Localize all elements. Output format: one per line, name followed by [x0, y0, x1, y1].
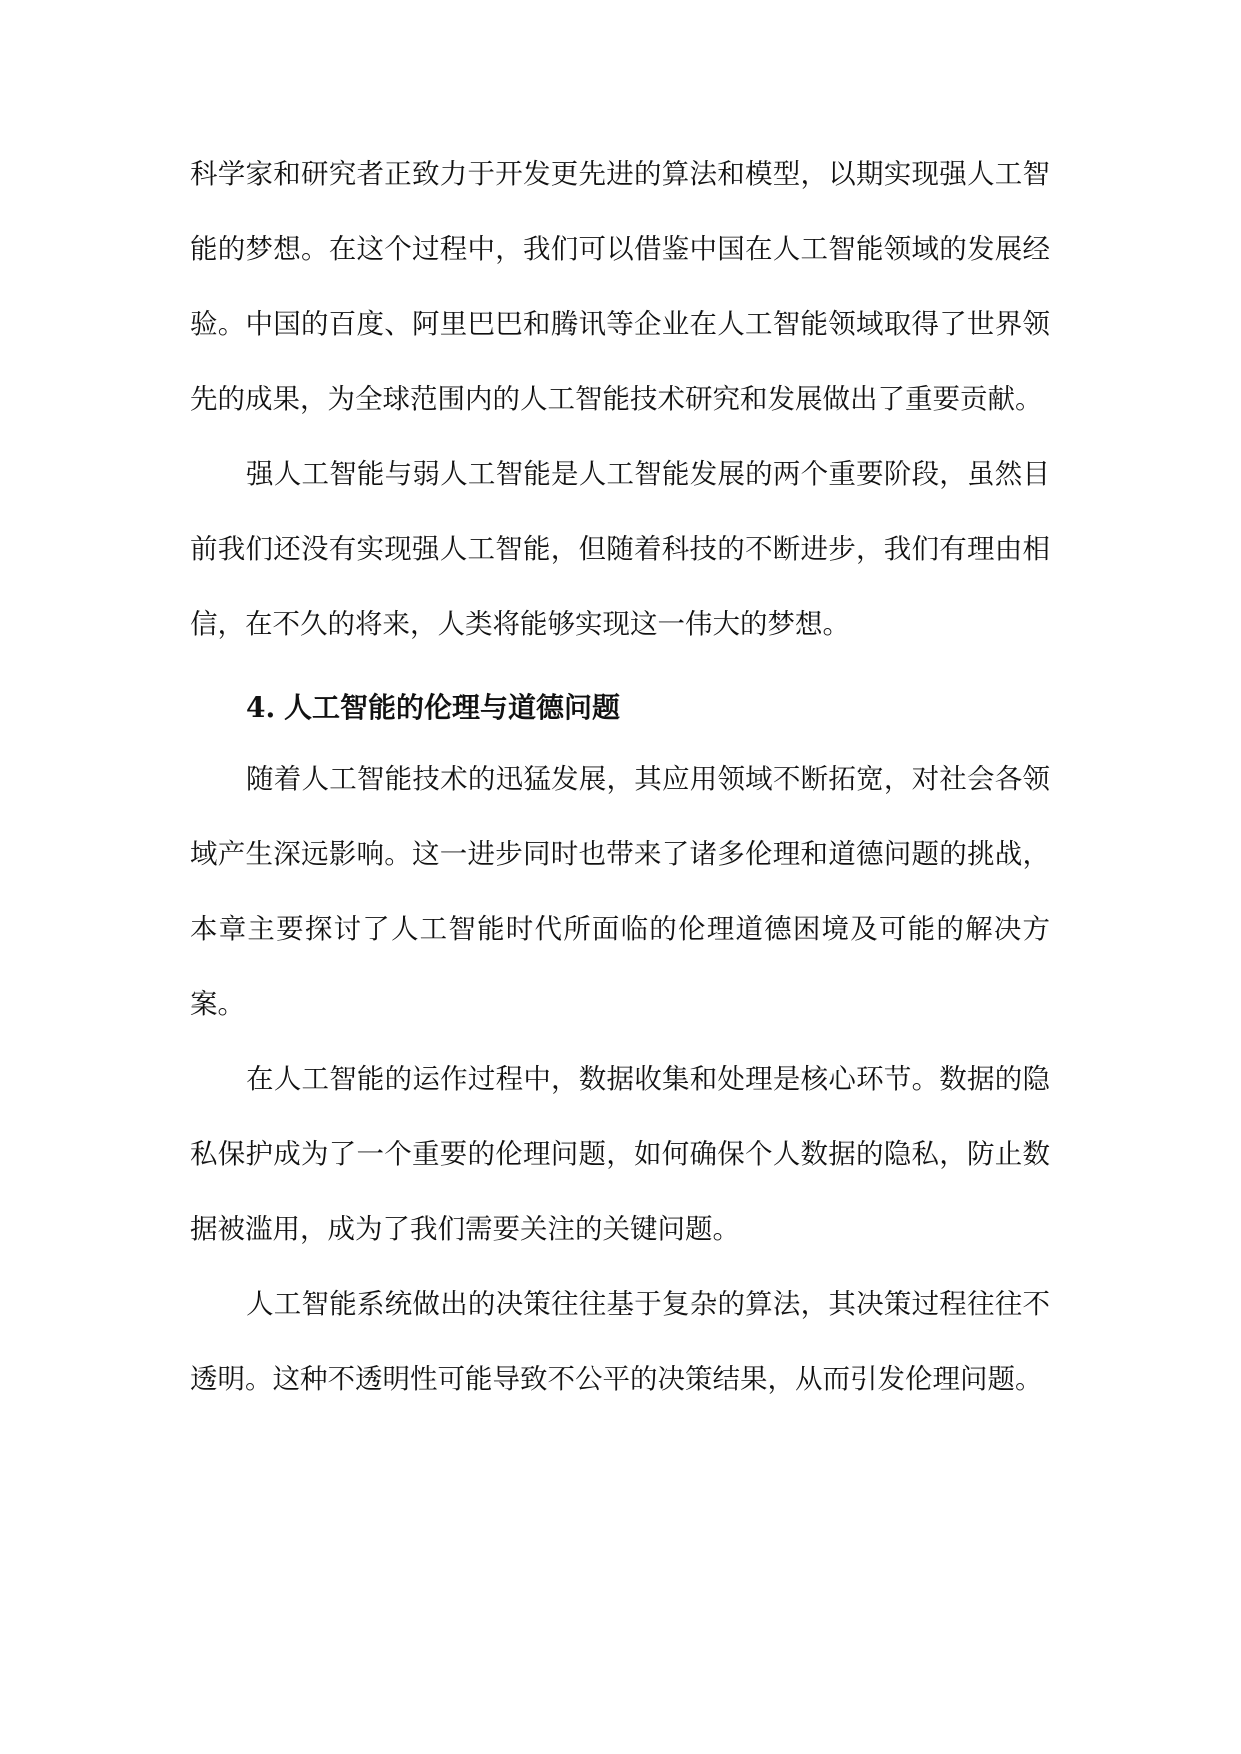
section-heading — [190, 688, 1050, 728]
paragraph-transparency: 人工智能系统做出的决策往往基于复杂的算法，其决策过程往往不透明。这种不透明性可能导致不公平的决策结果，从而引发伦理问题。 — [190, 1288, 1050, 1395]
paragraph-ethics-intro: 随着人工智能技术的迅猛发展，其应用领域不断拓宽，对社会各领域产生深远影响。这一进步同时也带来了诸多伦理和道德问题的挑战，本章主要探讨了人工智能时代所面临的伦理道德困境及可能的解决方案。 — [190, 763, 1050, 1020]
document-page — [190, 137, 1050, 1417]
section-title: 人工智能的伦理与道德问题 — [284, 691, 621, 724]
paragraph-data-privacy: 在人工智能的运作过程中，数据收集和处理是核心环节。数据的隐私保护成为了一个重要的伦理问题，如何确保个人数据的隐私，防止数据被滥用，成为了我们需要关注的关键问题。 — [190, 1063, 1050, 1245]
section-number: 4. — [246, 691, 276, 724]
paragraph-continued: 科学家和研究者正致力于开发更先进的算法和模型，以期实现强人工智能的梦想。在这个过程中，我们可以借鉴中国在人工智能领域的发展经验。中国的百度、阿里巴巴和腾讯等企业在人工智能领域取得了世界领先的成果，为全球范围内的人工智能技术研究和发展做出了重要贡献。 — [190, 158, 1050, 415]
paragraph-strong-weak-ai: 强人工智能与弱人工智能是人工智能发展的两个重要阶段，虽然目前我们还没有实现强人工智能，但随着科技的不断进步，我们有理由相信，在不久的将来，人类将能够实现这一伟大的梦想。 — [190, 458, 1050, 640]
